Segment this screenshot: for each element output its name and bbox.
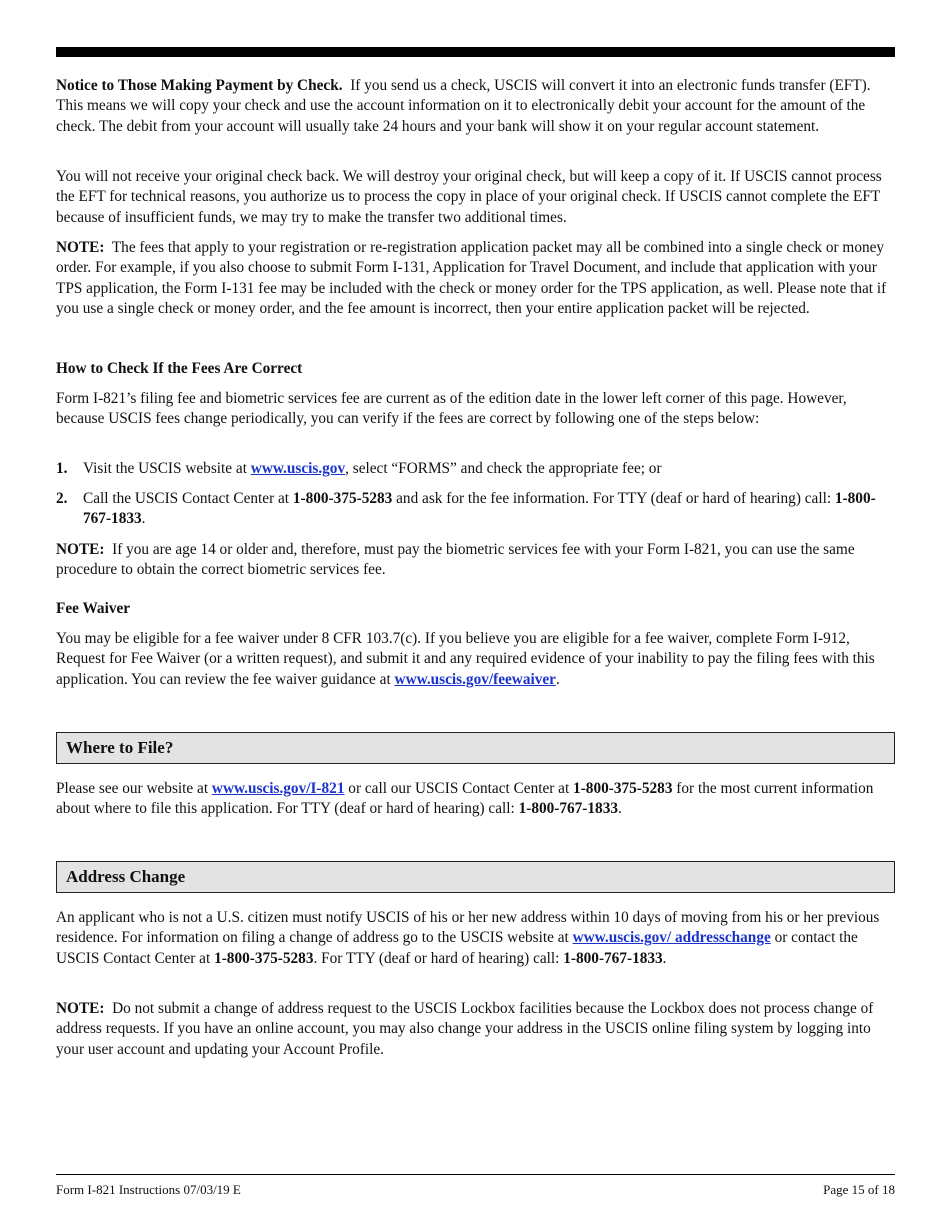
uscis-website-link[interactable]: www.uscis.gov (250, 460, 346, 477)
where-to-file-section-header (56, 732, 895, 764)
check-notice-text: If you send us a check, USCIS will convert it into an electronic funds transfer (EFT). This means we will copy your check and use the account information on it to electronically debit your account for the amount of the check. The debit from your account will usually take 24 hours and your bank will show it on your regular account statement. (56, 77, 871, 135)
lockbox-note: NOTE: Do not submit a change of address request to the USCIS Lockbox facilities because the Lockbox does not process change of address requests. If you have an online account, you may also change your address in the USCIS online filing system by logging into your user account and updating your Account Profile. (56, 1000, 874, 1058)
check-notice-paragraph (56, 76, 895, 137)
where-to-file-title: Where to File? (66, 738, 174, 757)
address-change-section-header (56, 861, 895, 893)
header-rule (56, 47, 895, 57)
contact-center-phone: 1-800-375-5283 (573, 780, 673, 797)
tty-phone: 1-800-767-1833 (518, 800, 618, 818)
contact-center-phone: 1-800-375-5283 (214, 949, 314, 967)
fees-heading: How to Check If the Fees Are Correct (56, 360, 303, 377)
step-2: Call the USCIS Contact Center at 1-800-375-5283 and ask for the fee information. For TTY (deaf or hard of hearing) call: 1-800-767-1833. (83, 490, 876, 528)
step-2-number: 2. (56, 490, 68, 507)
note-label: NOTE: (56, 1000, 105, 1017)
footer-page-number: Page 15 of 18 (823, 1182, 895, 1197)
fees-intro: Form I-821’s filing fee and biometric services fee are current as of the edition date in the lower left corner of this page. However, because USCIS fees change periodically, you can verify if the fees are correct by following one of the steps below: (56, 390, 847, 428)
footer-rule (56, 1174, 895, 1175)
biometric-fee-note: NOTE: If you are age 14 or older and, therefore, must pay the biometric services fee with your Form I-821, you can use the same procedure to obtain the correct biometric services fee. (56, 541, 855, 579)
step-1: Visit the USCIS website at www.uscis.gov, select “FORMS” and check the appropriate fee; or (83, 460, 662, 477)
contact-center-phone: 1-800-375-5283 (292, 490, 393, 507)
address-change-paragraph: An applicant who is not a U.S. citizen must notify USCIS of his or her new address within 10 days of moving from his or her previous residence. For information on filing a change of address go to the USCIS website at www.uscis.gov/ addresschange or contact the USCIS Contact Center at 1-800-375-5283. For TTY (deaf or hard of hearing) call: 1-800-767-1833. (56, 909, 880, 967)
fee-waiver-link[interactable]: www.uscis.gov/feewaiver (394, 670, 556, 688)
note-label: NOTE: (56, 239, 105, 256)
tty-phone: 1-800-767-1833 (83, 490, 876, 528)
note-label: NOTE: (56, 541, 105, 558)
where-to-file-paragraph: Please see our website at www.uscis.gov/I-821 or call our USCIS Contact Center at 1-800-375-5283 for the most current information about where to file this application. For TTY (deaf or hard of hearing) call: 1-800-767-1833. (56, 780, 874, 818)
address-change-link[interactable]: www.uscis.gov/ addresschange (572, 929, 771, 947)
check-notice-heading: Notice to Those Making Payment by Check. (56, 77, 343, 94)
i821-link[interactable]: www.uscis.gov/I-821 (211, 780, 345, 797)
fee-waiver-paragraph: You may be eligible for a fee waiver under 8 CFR 103.7(c). If you believe you are eligible for a fee waiver, complete Form I-912, Request for Fee Waiver (or a written request), and submit it and any required evidence of your inability to pay the filing fees with this application. You can review the fee waiver guidance at www.uscis.gov/feewaiver. (56, 630, 875, 688)
check-copy-paragraph: You will not receive your original check back. We will destroy your original check, but will keep a copy of it. If USCIS cannot process the EFT for technical reasons, you authorize us to process the copy in place of your original check. If USCIS cannot complete the EFT because of insufficient funds, we may try to make the transfer two additional times. (56, 168, 882, 226)
step-1-number: 1. (56, 460, 68, 477)
combined-fee-note: NOTE: The fees that apply to your registration or re-registration application packet may all be combined into a single check or money order. For example, if you also choose to submit Form I-131, Application for Travel Document, and include that application with your TPS application, the Form I-131 fee may be included with the check or money order for the TPS application, as well. Please note that if you use a single check or money order, and the fee amount is incorrect, then your entire application packet will be rejected. (56, 239, 887, 318)
fee-waiver-heading: Fee Waiver (56, 600, 131, 617)
address-change-title: Address Change (66, 867, 186, 886)
tty-phone: 1-800-767-1833 (563, 949, 663, 967)
footer-form-edition: Form I-821 Instructions 07/03/19 E (56, 1182, 241, 1197)
